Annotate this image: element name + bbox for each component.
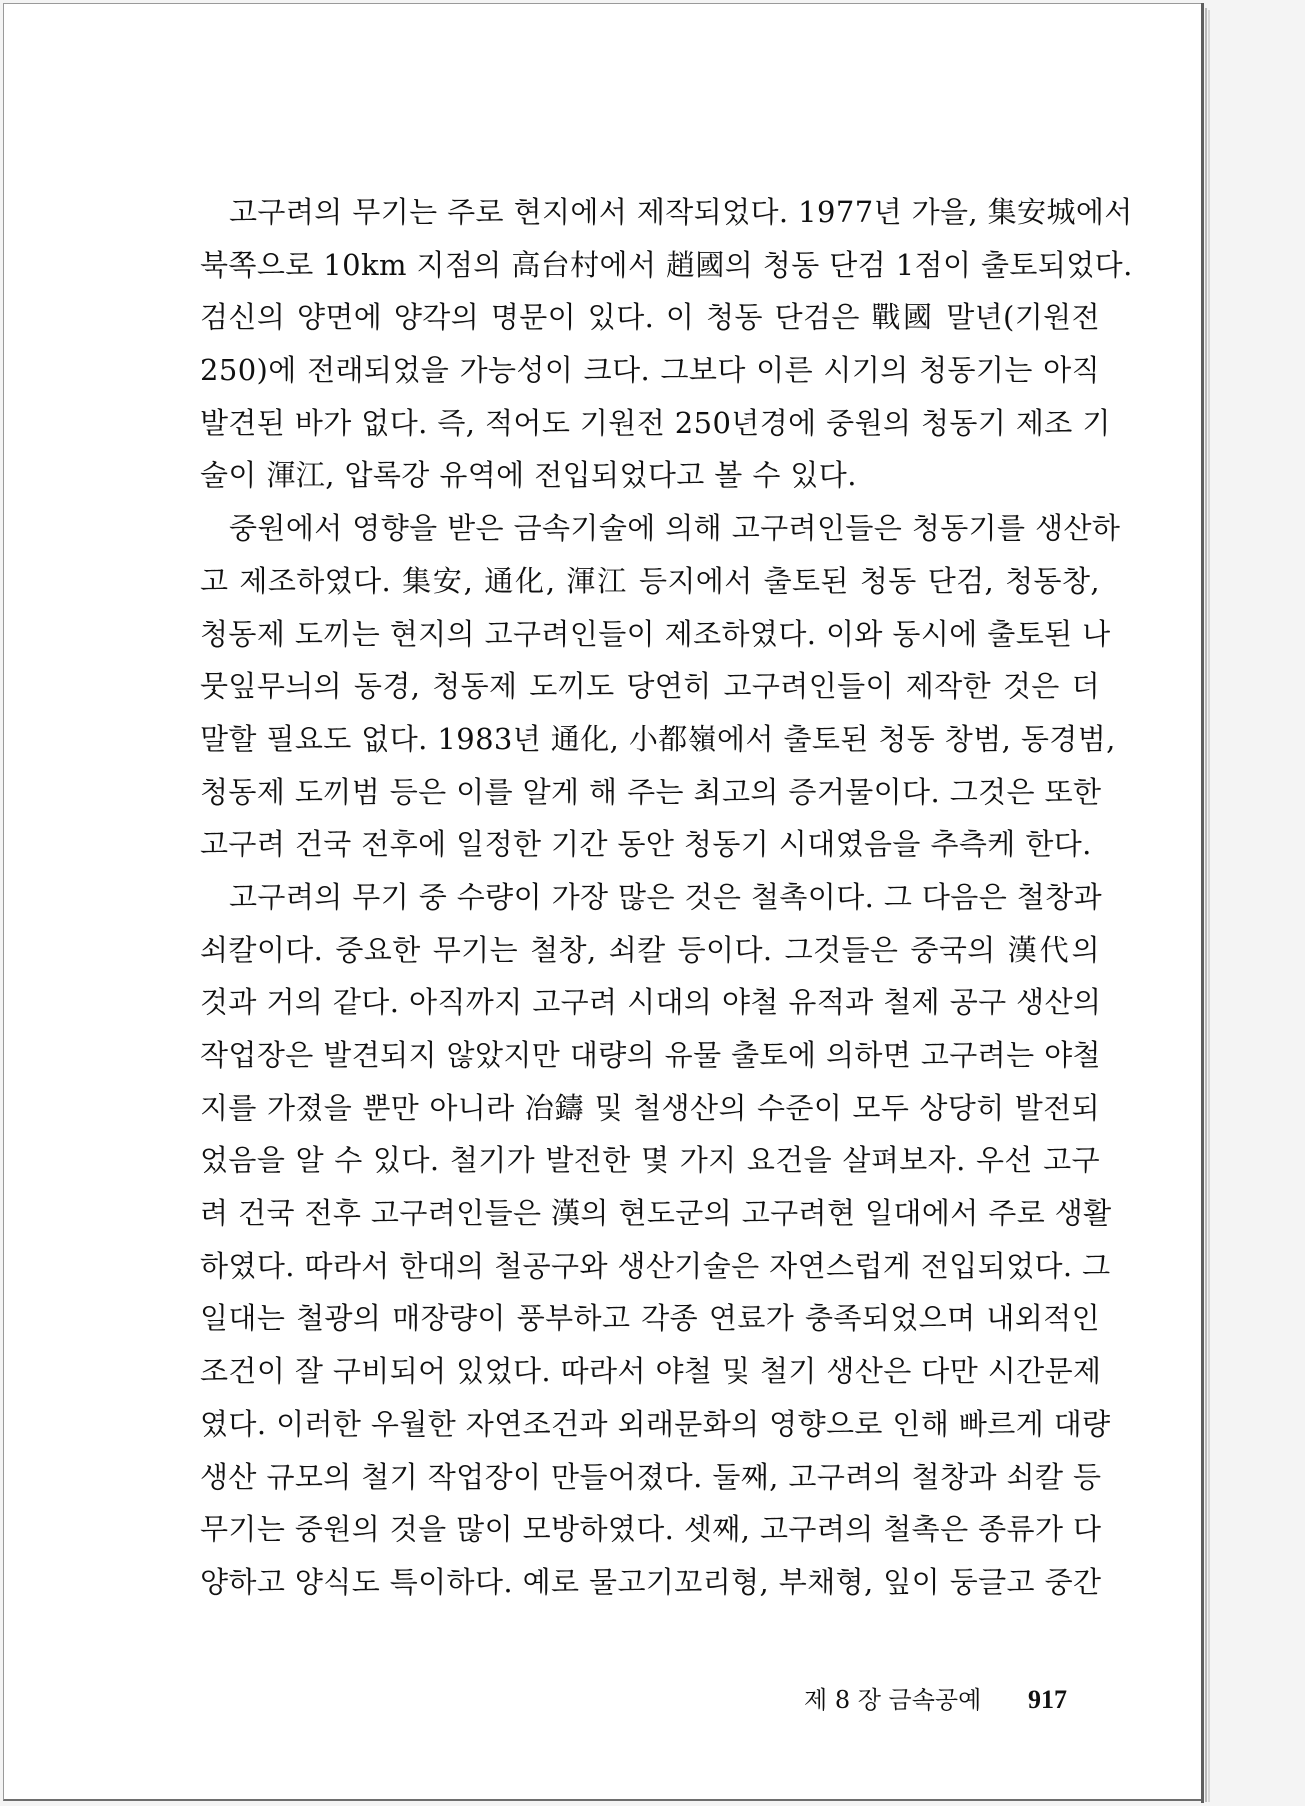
text-line: 것과 거의 같다. 아직까지 고구려 시대의 야철 유적과 철제 공구 생산의 bbox=[200, 985, 1102, 1020]
text-line: 중원에서 영향을 받은 금속기술에 의해 고구려인들은 청동기를 생산하 bbox=[229, 511, 1121, 546]
text-line: 고구려의 무기는 주로 현지에서 제작되었다. 1977년 가을, 集安城에서 bbox=[229, 195, 1133, 229]
paragraph bbox=[200, 871, 1112, 1609]
book-page bbox=[3, 3, 1201, 1801]
text-line: 250)에 전래되었을 가능성이 크다. 그보다 이른 시기의 청동기는 아직 bbox=[200, 353, 1100, 388]
paragraph bbox=[200, 186, 1133, 502]
text-line: 말할 필요도 없다. 1983년 通化, 小都嶺에서 출토된 청동 창범, 동경범, bbox=[200, 721, 1116, 756]
text-line: 뭇잎무늬의 동경, 청동제 도끼도 당연히 고구려인들이 제작한 것은 더 bbox=[200, 669, 1100, 704]
text-line: 양하고 양식도 특이하다. 예로 물고기꼬리형, 부채형, 잎이 둥글고 중간 bbox=[200, 1564, 1102, 1599]
text-line: 쇠칼이다. 중요한 무기는 철창, 쇠칼 등이다. 그것들은 중국의 漢代의 bbox=[200, 932, 1100, 967]
text-line: 무기는 중원의 것을 많이 모방하였다. 셋째, 고구려의 철촉은 종류가 다 bbox=[200, 1512, 1102, 1547]
text-line: 술이 渾江, 압록강 유역에 전입되었다고 볼 수 있다. bbox=[200, 458, 857, 493]
page-edge bbox=[1205, 8, 1207, 1802]
text-line: 려 건국 전후 고구려인들은 漢의 현도군의 고구려현 일대에서 주로 생활 bbox=[200, 1196, 1112, 1231]
text-line: 고구려 건국 전후에 일정한 기간 동안 청동기 시대였음을 추측케 한다. bbox=[200, 827, 1092, 862]
text-line: 지를 가졌을 뿐만 아니라 冶鑄 및 철생산의 수준이 모두 상당히 발전되 bbox=[200, 1090, 1100, 1125]
text-line: 북쪽으로 10km 지점의 高台村에서 趙國의 청동 단검 1점이 출토되었다. bbox=[200, 247, 1133, 282]
paragraph bbox=[200, 502, 1121, 871]
text-line: 작업장은 발견되지 않았지만 대량의 유물 출토에 의하면 고구려는 야철 bbox=[200, 1038, 1101, 1072]
text-line: 검신의 양면에 양각의 명문이 있다. 이 청동 단검은 戰國 말년(기원전 bbox=[200, 300, 1100, 335]
text-line: 발견된 바가 없다. 즉, 적어도 기원전 250년경에 중원의 청동기 제조 기 bbox=[200, 405, 1111, 440]
text-line: 였다. 이러한 우월한 자연조건과 외래문화의 영향으로 인해 빠르게 대량 bbox=[200, 1406, 1111, 1441]
page-number: 917 bbox=[1028, 1685, 1067, 1714]
text-line: 청동제 도끼범 등은 이를 알게 해 주는 최고의 증거물이다. 그것은 또한 bbox=[200, 774, 1102, 809]
text-line: 었음을 알 수 있다. 철기가 발전한 몇 가지 요건을 살펴보자. 우선 고구 bbox=[200, 1143, 1100, 1178]
running-footer-chapter: 제 8 장 금속공예 bbox=[804, 1686, 982, 1714]
text-line: 조건이 잘 구비되어 있었다. 따라서 야철 및 철기 생산은 다만 시간문제 bbox=[200, 1354, 1102, 1389]
text-line: 고구려의 무기 중 수량이 가장 많은 것은 철촉이다. 그 다음은 철창과 bbox=[229, 879, 1102, 914]
text-line: 청동제 도끼는 현지의 고구려인들이 제조하였다. 이와 동시에 출토된 나 bbox=[200, 616, 1111, 651]
page-footer bbox=[804, 1680, 1067, 1720]
text-line: 고 제조하였다. 集安, 通化, 渾江 등지에서 출토된 청동 단검, 청동창, bbox=[200, 563, 1100, 598]
text-line: 일대는 철광의 매장량이 풍부하고 각종 연료가 충족되었으며 내외적인 bbox=[200, 1301, 1100, 1336]
page-edge bbox=[1208, 10, 1210, 1802]
text-line: 하였다. 따라서 한대의 철공구와 생산기술은 자연스럽게 전입되었다. 그 bbox=[200, 1248, 1111, 1283]
page-edge bbox=[1201, 3, 1204, 1803]
body-text bbox=[200, 186, 1133, 1609]
text-line: 생산 규모의 철기 작업장이 만들어졌다. 둘째, 고구려의 철창과 쇠칼 등 bbox=[200, 1459, 1102, 1494]
